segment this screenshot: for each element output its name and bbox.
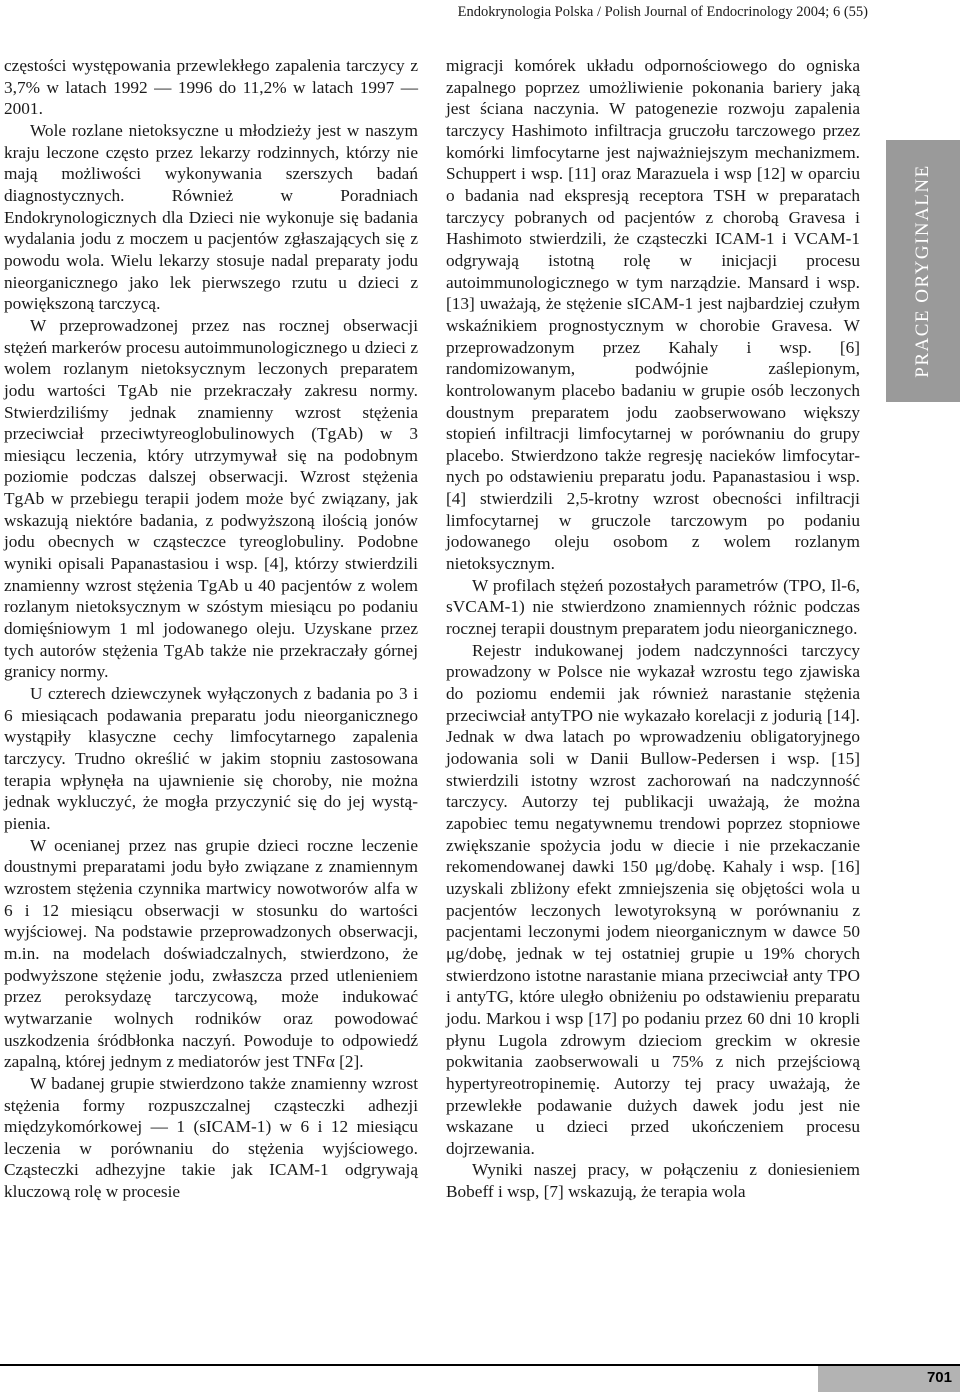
paragraph: migracji komórek układu odpornościowego do ogniska zapalnego poprzez umożliwienie pokonania bariery jaką jest ściana naczynia. W patogenezie rozwoju zapalenia tarczycy Hashimoto infiltracja gruczołu tarczowego przez komórki limfocytarne jest najważniejszym mechanizmem. Schuppert i wsp. [11] oraz Marazuela i wsp [12] w oparciu o badania nad ekspresją receptora TSH w preparatach tarczycy pobranych od pacjentów z chorobą Gravesa i Hashimoto stwierdzili, że cząsteczki ICAM-1 i VCAM-1 odgrywają istotną rolę w inicjacji procesu autoimmunologicznego w tym narządzie. Mansard i wsp. [13] uważają, że stężenie sICAM-1 jest najbardziej czułym wskaźnikiem prognostycznym w chorobie Gravesa. W przeprowadzonym przez Kahaly i wsp. [6] randomizowanym, podwójnie zaślepionym, kontrolowanym placebo badaniu w grupie osób leczonych doustnym preparatem jodu zaobserwowano większy stopień infiltracji limfocytarnej w porównaniu do grupy placebo. Stwierdzono także regresję nacieków limfocytarnych po odstawieniu preparatu jodu. Papanastasiou i wsp. [4] stwierdzili 2,5-krotny wzrost obecności infiltracji limfocytarnej w gruczole tarczowym po podaniu jodowanego oleju osobom z wolem rozlanym nietoksycznym. [446, 56, 860, 574]
running-head: Endokrynologia Polska / Polish Journal of Endocrinology 2004; 6 (55) [457, 4, 868, 20]
section-tab-label: PRACE ORYGINALNE [912, 164, 933, 378]
left-column [4, 55, 418, 1203]
page-number: 701 [926, 1369, 952, 1386]
paragraph: W profilach stężeń pozostałych parametrów (TPO, Il-6, sVCAM-1) nie stwierdzono znamiennych różnic podczas rocznej terapii doustnym preparatem jodu nieorganicznego. [446, 575, 860, 639]
right-column [446, 55, 860, 1203]
paragraph: Wole rozlane nietoksyczne u młodzieży jest w naszym kraju leczone często przez lekarzy rodzinnych, którzy nie mają możliwości wykonywania szerszych badań diagnostycznych. Również w Poradniach Endokrynologicznych dla Dzieci nie wykonuje się badania wydalania jodu z moczem u pacjentów zgłaszających się z powodu wola. Wielu lekarzy stosuje nadal preparaty jodu nieorganicznego jako lek pierwszego rzutu u dzieci z powiększoną tarczycą. [4, 120, 418, 314]
page-number-box [818, 1366, 960, 1392]
paragraph: częstości występowania przewlekłego zapalenia tarczycy z 3,7% w latach 1992 — 1996 do 11,2% w latach 1997 — 2001. [4, 56, 418, 119]
paragraph: W przeprowadzonej przez nas rocznej obserwacji stężeń markerów procesu autoimmunologicznego u dzieci z wolem rozlanym nietoksycznym leczonych preparatem jodu wartości TgAb nie przekraczały zakresu normy. Stwierdziliśmy jednak znamienny wzrost stężenia przeciwciał przeciwtyreoglobulinowych (TgAb) w 3 miesiącu leczenia, który utrzymywał się na podobnym poziomie podczas dalszej obserwacji. Wzrost stężenia TgAb w przebiegu terapii jodem może być związany, jak wskazują niektóre badania, z podwyższoną ilością jonów jodu obecnych w cząsteczce tyreoglobuliny. Podobne wyniki opisali Papanastasiou i wsp. [4], którzy stwierdzili znamienny wzrost stężenia TgAb u 40 pacjentów z wolem rozlanym nietoksycznym w szóstym miesiącu po podaniu domięśniowym 1 ml jodowanego oleju. Uzyskane przez tych autorów stężenia TgAb także nie przekraczały górnej granicy normy. [4, 315, 418, 682]
paragraph: W badanej grupie stwierdzono także znamienny wzrost stężenia formy rozpuszczalnej cząsteczki adhezji międzykomórkowej — 1 (sICAM-1) w 6 i 12 miesiącu leczenia w porównaniu do stężenia wyjściowego. Cząsteczki adhezyjne takie jak ICAM-1 odgrywają kluczową rolę w procesie [4, 1073, 418, 1202]
paragraph: Rejestr indukowanej jodem nadczynności tarczycy prowadzony w Polsce nie wykazał wzrostu tego zjawiska do poziomu endemii jak również narastanie stężenia przeciwciał antyTPO nie wykazało korelacji z jodurią [14]. Jednak w dwa latach po wprowadzeniu obligatoryjnego jodowania soli w Danii Bullow-Pedersen i wsp. [15] stwierdzili istotny wzrost zachorowań na nadczynność tarczycy. Autorzy tej publikacji uważają, że można zapobiec temu negatywnemu trendowi poprzez stopniowe zwiększanie spożycia jodu w diecie i nie przekaczanie rekomendowanej dawki 150 μg/dobę. Kahaly i wsp. [16] uzyskali zbliżony efekt zmniejszenia się objętości wola u pacjentów leczonych lewotyroksyną w porównaniu z pacjentami leczonymi jodem nieorganicznym w dawce 50 μg/dobę, jednak w tej ostatniej grupie u 19% chorych stwierdzono istotne narastanie miana przeciwciał anty TPO i antyTG, które uległo obniżeniu po odstawieniu preparatu jodu. Markou i wsp [17] po podaniu przez 60 dni 10 kropli płynu Lugola zdrowym dzieciom greckim w okresie pokwitania zaobserwowali u 75% z nich przejściową hypertyreotropinemię. Autorzy tej pracy uważają, że przewlekłe podawanie dużych dawek jodu jest nie wskazane u dzieci przed ukończeniem procesu dojrzewania. [446, 640, 860, 1158]
paragraph: W ocenianej przez nas grupie dzieci roczne leczenie doustnymi preparatami jodu było związane z znamiennym wzrostem stężenia czynnika martwicy nowotworów alfa w 6 i 12 miesiącu obserwacji w stosunku do wartości wyjściowej. Na podstawie przeprowadzonych obserwacji, m.in. na modelach doświadczalnych, stwierdzono, że podwyższone stężenie jodu, zwłaszcza przed utlenieniem przez peroksydazę tarczycową, może indukować wytwarzanie wolnych rodników oraz powodować uszkodzenia śródbłonka naczyń. Powoduje to odpowiedź zapalną, której jednym z mediatorów jest TNFα [2]. [4, 835, 418, 1072]
paragraph: Wyniki naszej pracy, w połączeniu z doniesieniem Bobeff i wsp, [7] wskazują, że terapia wola [446, 1160, 860, 1202]
footer-rule [0, 1364, 960, 1366]
section-tab [886, 140, 960, 402]
paragraph: U czterech dziewczynek wyłączonych z badania po 3 i 6 miesiącach podawania preparatu jodu nieorganicznego wystąpiły klasyczne cechy limfocytarnego zapalenia tarczycy. Trudno określić w jakim stopniu zastosowana terapia wpłynęła na ujawnienie się choroby, nie można jednak wykluczyć, że mogła przyczynić się do jej wystąpienia. [4, 684, 418, 833]
